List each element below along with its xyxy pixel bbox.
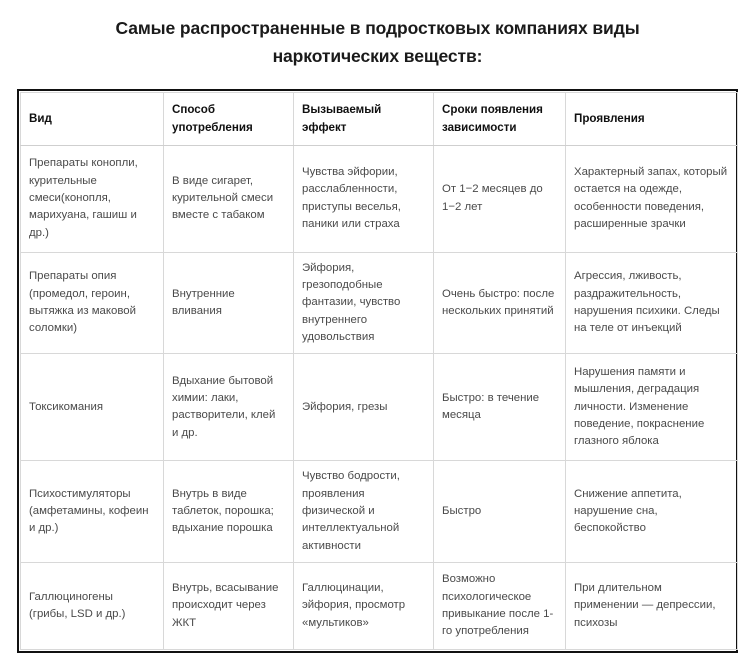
table-row (21, 252, 738, 354)
column-header-sposob: Способ употребления (164, 92, 294, 145)
cell-sposob: Внутрь, всасывание происходит через ЖКТ (164, 562, 294, 649)
table-header (21, 92, 738, 145)
cell-effekt: Галлюцинации, эйфория, просмотр «мультиков» (294, 562, 434, 649)
column-header-proyavleniya: Проявления (566, 92, 738, 145)
cell-sroki: От 1−2 месяцев до 1−2 лет (434, 145, 566, 252)
cell-vid: Препараты опия (промедол, героин, вытяжка из маковой соломки) (21, 252, 164, 354)
cell-proyavleniya: Агрессия, лживость, раздражительность, нарушения психики. Следы на теле от инъекций (566, 252, 738, 354)
table-header-row (21, 92, 738, 145)
page-title-line-1: Самые распространенные в подростковых компаниях виды (115, 18, 640, 38)
cell-sposob: Внутрь в виде таблеток, порошка; вдыхание порошка (164, 461, 294, 563)
cell-sposob: Вдыхание бытовой химии: лаки, растворители, клей и др. (164, 354, 294, 461)
page-title (0, 0, 755, 71)
cell-effekt: Эйфория, грезы (294, 354, 434, 461)
substances-table-container (17, 89, 738, 653)
table-row (21, 562, 738, 649)
cell-effekt: Чувства эйфории, расслабленности, приступы веселья, паники или страха (294, 145, 434, 252)
table-row (21, 145, 738, 252)
cell-proyavleniya: Снижение аппетита, нарушение сна, беспокойство (566, 461, 738, 563)
column-header-vid: Вид (21, 92, 164, 145)
cell-sroki: Очень быстро: после нескольких принятий (434, 252, 566, 354)
table-row (21, 461, 738, 563)
table-row (21, 354, 738, 461)
cell-vid: Препараты конопли, курительные смеси(конопля, марихуана, гашиш и др.) (21, 145, 164, 252)
cell-sposob: В виде сигарет, курительной смеси вместе с табаком (164, 145, 294, 252)
cell-vid: Токсикомания (21, 354, 164, 461)
column-header-sroki: Сроки появления зависимости (434, 92, 566, 145)
cell-sroki: Возможно психологическое привыкание после 1-го употребления (434, 562, 566, 649)
cell-vid: Галлюциногены (грибы, LSD и др.) (21, 562, 164, 649)
cell-sroki: Быстро (434, 461, 566, 563)
cell-proyavleniya: При длительном применении — депрессии, психозы (566, 562, 738, 649)
cell-proyavleniya: Характерный запах, который остается на одежде, особенности поведения, расширенные зрачки (566, 145, 738, 252)
cell-effekt: Эйфория, грезоподобные фантазии, чувство внутреннего удовольствия (294, 252, 434, 354)
page-title-line-2: наркотических веществ: (272, 46, 483, 67)
substances-table (20, 92, 738, 650)
cell-sroki: Быстро: в течение месяца (434, 354, 566, 461)
cell-proyavleniya: Нарушения памяти и мышления, деградация личности. Изменение поведение, покраснение глазного яблока (566, 354, 738, 461)
table-body (21, 145, 738, 649)
column-header-effekt: Вызываемый эффект (294, 92, 434, 145)
cell-vid: Психостимуляторы (амфетамины, кофеин и др.) (21, 461, 164, 563)
cell-effekt: Чувство бодрости, проявления физической и интеллектуальной активности (294, 461, 434, 563)
cell-sposob: Внутренние вливания (164, 252, 294, 354)
